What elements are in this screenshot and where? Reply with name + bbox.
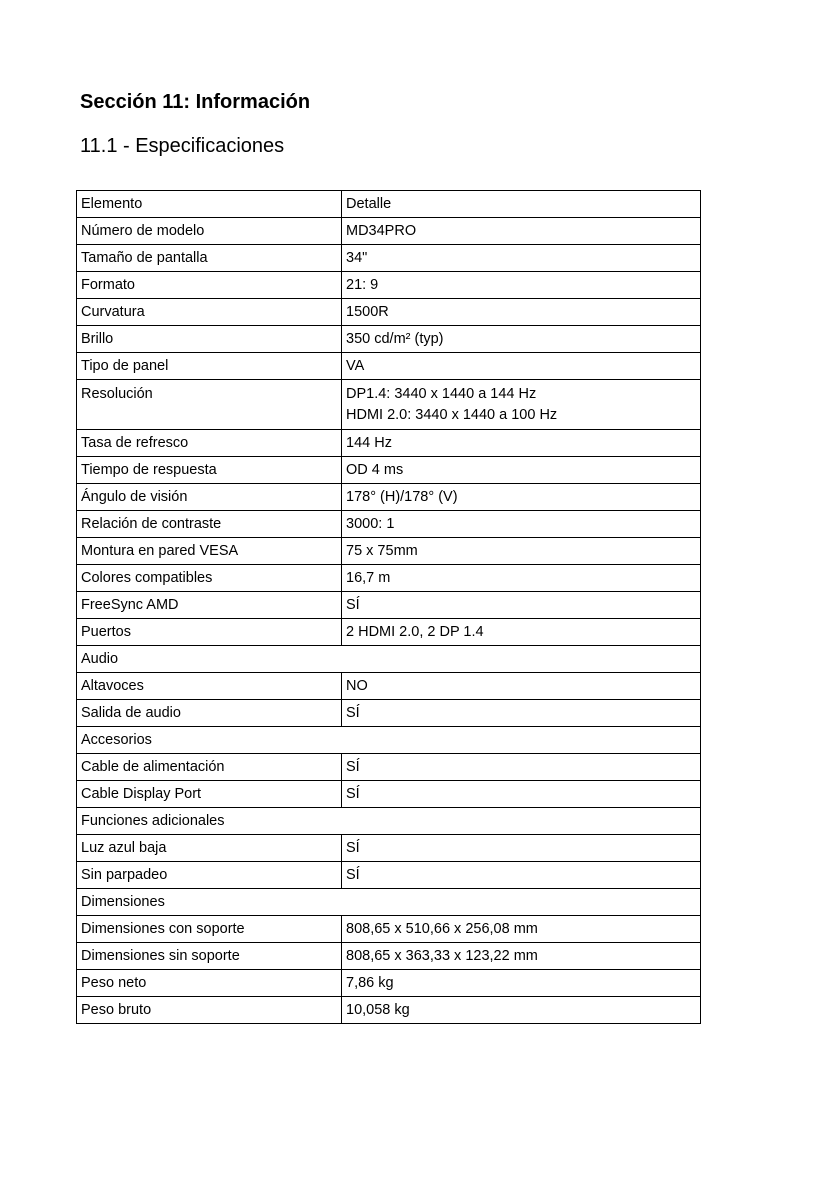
- header-detail-cell: Detalle: [342, 191, 701, 218]
- table-row: [77, 565, 701, 592]
- item-cell: Salida de audio: [77, 700, 342, 727]
- table-row: [77, 484, 701, 511]
- detail-cell: 3000: 1: [342, 511, 701, 538]
- item-cell: Altavoces: [77, 673, 342, 700]
- detail-cell: VA: [342, 353, 701, 380]
- detail-cell: MD34PRO: [342, 218, 701, 245]
- table-row: [77, 538, 701, 565]
- item-cell: Luz azul baja: [77, 835, 342, 862]
- detail-cell: SÍ: [342, 700, 701, 727]
- detail-cell: SÍ: [342, 781, 701, 808]
- item-cell: Ángulo de visión: [77, 484, 342, 511]
- specifications-table-body: [77, 191, 701, 1024]
- detail-cell: 178° (H)/178° (V): [342, 484, 701, 511]
- detail-cell: 7,86 kg: [342, 970, 701, 997]
- table-row: [77, 245, 701, 272]
- detail-cell: 808,65 x 510,66 x 256,08 mm: [342, 916, 701, 943]
- item-cell: Sin parpadeo: [77, 862, 342, 889]
- table-row: [77, 781, 701, 808]
- table-section-row: [77, 808, 701, 835]
- section-heading-cell: Funciones adicionales: [77, 808, 701, 835]
- detail-cell: SÍ: [342, 835, 701, 862]
- section-title: Sección 11: Información: [80, 91, 311, 113]
- item-cell: Brillo: [77, 326, 342, 353]
- item-cell: Resolución: [77, 380, 342, 430]
- specifications-table: [76, 190, 701, 1024]
- section-heading-cell: Dimensiones: [77, 889, 701, 916]
- item-cell: Formato: [77, 272, 342, 299]
- table-row: [77, 592, 701, 619]
- item-cell: Dimensiones sin soporte: [77, 943, 342, 970]
- item-cell: Dimensiones con soporte: [77, 916, 342, 943]
- detail-cell: 21: 9: [342, 272, 701, 299]
- table-row: [77, 511, 701, 538]
- detail-cell: NO: [342, 673, 701, 700]
- detail-cell: [342, 380, 701, 430]
- table-row: [77, 673, 701, 700]
- item-cell: Tamaño de pantalla: [77, 245, 342, 272]
- detail-cell: SÍ: [342, 754, 701, 781]
- detail-cell: OD 4 ms: [342, 457, 701, 484]
- item-cell: Número de modelo: [77, 218, 342, 245]
- item-cell: Cable Display Port: [77, 781, 342, 808]
- header-item-cell: Elemento: [77, 191, 342, 218]
- table-row: [77, 619, 701, 646]
- table-row: [77, 835, 701, 862]
- item-cell: Tipo de panel: [77, 353, 342, 380]
- table-row: [77, 272, 701, 299]
- detail-cell: 1500R: [342, 299, 701, 326]
- item-cell: Relación de contraste: [77, 511, 342, 538]
- detail-cell: SÍ: [342, 592, 701, 619]
- detail-cell: 16,7 m: [342, 565, 701, 592]
- table-row: [77, 326, 701, 353]
- detail-line: HDMI 2.0: 3440 x 1440 a 100 Hz: [346, 407, 558, 423]
- item-cell: Montura en pared VESA: [77, 538, 342, 565]
- table-section-row: [77, 727, 701, 754]
- item-cell: Puertos: [77, 619, 342, 646]
- detail-cell: 75 x 75mm: [342, 538, 701, 565]
- detail-cell: 808,65 x 363,33 x 123,22 mm: [342, 943, 701, 970]
- subsection-title: 11.1 - Especificaciones: [80, 135, 285, 157]
- table-row: [77, 380, 701, 430]
- table-section-row: [77, 646, 701, 673]
- detail-cell: 34": [342, 245, 701, 272]
- table-row: [77, 457, 701, 484]
- table-section-row: [77, 889, 701, 916]
- table-row: [77, 218, 701, 245]
- table-row: [77, 299, 701, 326]
- section-heading-cell: Audio: [77, 646, 701, 673]
- item-cell: Tasa de refresco: [77, 430, 342, 457]
- table-row: [77, 700, 701, 727]
- table-header-row: [77, 191, 701, 218]
- detail-line: DP1.4: 3440 x 1440 a 144 Hz: [346, 386, 537, 402]
- table-row: [77, 353, 701, 380]
- item-cell: Curvatura: [77, 299, 342, 326]
- table-row: [77, 997, 701, 1024]
- table-row: [77, 916, 701, 943]
- item-cell: Colores compatibles: [77, 565, 342, 592]
- table-row: [77, 754, 701, 781]
- table-row: [77, 862, 701, 889]
- detail-cell: 350 cd/m² (typ): [342, 326, 701, 353]
- table-row: [77, 943, 701, 970]
- detail-cell: 10,058 kg: [342, 997, 701, 1024]
- table-row: [77, 970, 701, 997]
- detail-cell: SÍ: [342, 862, 701, 889]
- item-cell: FreeSync AMD: [77, 592, 342, 619]
- item-cell: Tiempo de respuesta: [77, 457, 342, 484]
- detail-cell: 144 Hz: [342, 430, 701, 457]
- detail-cell: 2 HDMI 2.0, 2 DP 1.4: [342, 619, 701, 646]
- item-cell: Cable de alimentación: [77, 754, 342, 781]
- item-cell: Peso neto: [77, 970, 342, 997]
- section-heading-cell: Accesorios: [77, 727, 701, 754]
- table-row: [77, 430, 701, 457]
- item-cell: Peso bruto: [77, 997, 342, 1024]
